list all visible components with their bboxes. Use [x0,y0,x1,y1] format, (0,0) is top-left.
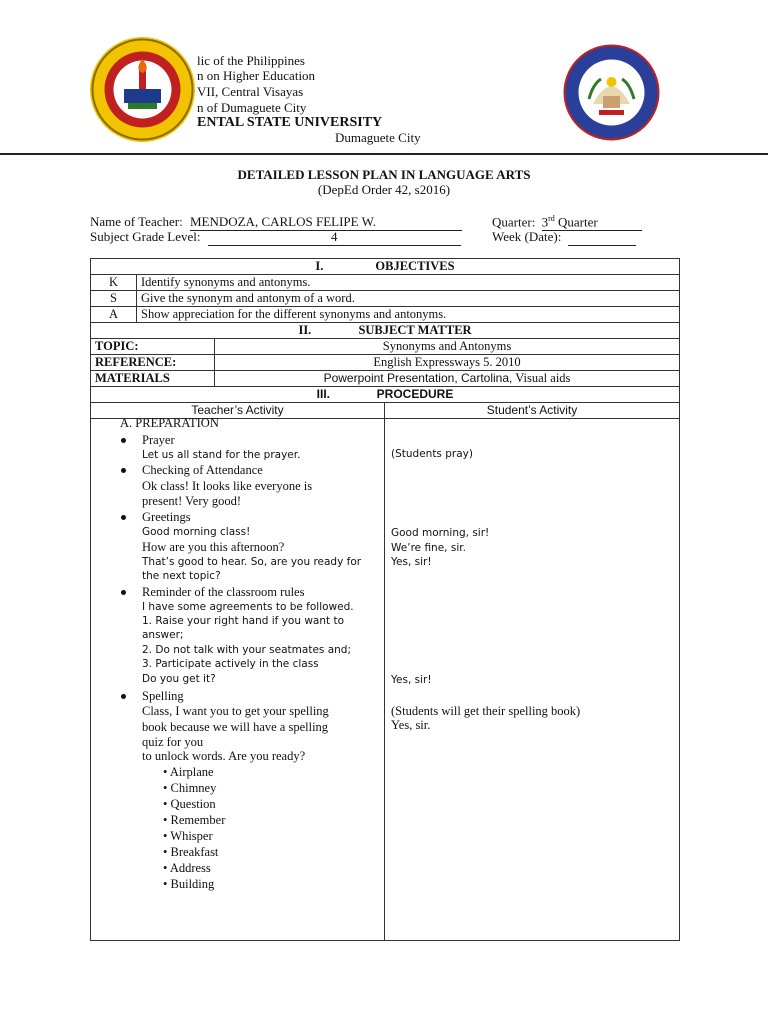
bullet-spelling [121,694,126,699]
week-value [568,229,636,246]
spelling-word-7: • Address [163,861,211,875]
student-response-pray: (Students pray) [391,448,473,460]
objective-text-k: Identify synonyms and antonyms. [137,275,680,291]
rules-line-3: answer; [142,629,184,641]
header-line-commission: n on Higher Education [197,68,316,83]
bullet-greetings [121,515,126,520]
student-response-yes: Yes, sir. [391,718,431,732]
objective-key-a: A [91,307,137,323]
student-activity-header: Student’s Activity [385,403,680,419]
spelling-word-1-text: Airplane [169,765,214,779]
quarter-superscript: rd [548,214,555,223]
subject-matter-number: II. [298,323,312,337]
greeting-line-1: Good morning class! [142,526,251,538]
spelling-word-8-text: Building [170,877,215,891]
spelling-word-5-text: Whisper [170,829,213,843]
division-seal-graphic [563,44,660,141]
item-greetings: Greetings [142,510,191,524]
spelling-line-4: to unlock words. Are you ready? [142,749,306,763]
spelling-line-2: book because we will have a spelling [142,720,329,734]
subject-matter-title: SUBJECT MATTER [358,323,472,337]
division-seal-logo [563,44,660,141]
procedure-title: PROCEDURE [376,387,454,401]
bullet-rules [121,590,126,595]
student-response-fine: We’re fine, sir. [391,542,466,554]
spelling-word-3: • Question [163,797,216,811]
week-label: Week (Date): [492,229,562,244]
spelling-line-1: Class, I want you to get your spelling [142,704,329,718]
attendance-line-1: Ok class! It looks like everyone is [142,479,313,493]
objective-text-a: Show appreciation for the different synonyms and antonyms. [137,307,680,323]
quarter-word: Quarter [557,214,598,230]
objectives-number: I. [315,259,324,273]
spelling-word-6: • Breakfast [163,845,219,859]
grade-value: 4 [208,229,461,246]
prayer-line: Let us all stand for the prayer. [142,449,301,461]
teacher-value: MENDOZA, CARLOS FELIPE W. [190,214,462,231]
header-line-region: VII, Central Visayas [197,84,304,99]
week-row [492,229,636,246]
spelling-word-3-text: Question [170,797,216,811]
nosu-seal-logo [90,37,195,142]
greeting-line-2: How are you this afternoon? [142,540,285,554]
rules-line-1: I have some agreements to be followed. [142,601,354,613]
nosu-seal-graphic [90,37,195,142]
topic-label: TOPIC: [91,339,215,355]
procedure-number: III. [316,387,330,401]
subject-matter-heading [91,323,680,339]
greeting-line-4: the next topic? [142,570,221,582]
spelling-word-5: • Whisper [163,829,213,843]
item-rules: Reminder of the classroom rules [142,585,305,599]
reference-value: English Expressways 5. 2010 [215,355,680,371]
materials-value-extra: Visual aids [515,371,571,385]
spelling-word-6-text: Breakfast [170,845,219,859]
greeting-line-3: That’s good to hear. So, are you ready for [142,556,362,568]
header-line-city: Dumaguete City [335,130,421,145]
preparation-heading: A. PREPARATION [120,416,219,430]
reference-label: REFERENCE: [91,355,215,371]
procedure-heading [91,387,680,403]
objective-key-k: K [91,275,137,291]
grade-row [90,229,461,246]
bullet-prayer [121,438,126,443]
rules-line-2: 1. Raise your right hand if you want to [142,615,344,627]
header-line-division: n of Dumaguete City [197,100,307,115]
student-response-greeting: Good morning, sir! [391,527,490,539]
spelling-word-1: • Airplane [163,765,214,779]
header-divider [0,153,768,155]
spelling-word-2: • Chimney [163,781,217,795]
student-response-book: (Students will get their spelling book) [391,704,581,718]
doc-subtitle: (DepEd Order 42, s2016) [317,182,451,197]
spelling-word-2-text: Chimney [170,781,217,795]
quarter-label: Quarter: [492,214,536,230]
student-response-rules: Yes, sir! [391,674,432,686]
spelling-word-8: • Building [163,877,215,891]
materials-label: MATERIALS [91,371,215,387]
rules-line-4: 2. Do not talk with your seatmates and; [142,644,352,656]
materials-value-main: Powerpoint Presentation, Cartolina, [323,371,513,385]
objective-text-s: Give the synonym and antonym of a word. [137,291,680,307]
student-response-ready: Yes, sir! [391,556,432,568]
materials-value [215,371,680,387]
teacher-label: Name of Teacher: [90,214,183,229]
header-line-republic: lic of the Philippines [197,53,305,68]
rules-line-5: 3. Participate actively in the class [142,658,319,670]
spelling-line-3: quiz for you [142,735,204,749]
bullet-attendance [121,468,126,473]
objective-key-s: S [91,291,137,307]
objectives-heading [91,259,680,275]
rules-line-6: Do you get it? [142,673,216,685]
item-prayer: Prayer [142,433,175,447]
quarter-number: 3 [541,214,549,230]
teacher-activity-header: Teacher’s Activity [91,403,385,419]
attendance-line-2: present! Very good! [142,494,242,508]
header-line-university: ENTAL STATE UNIVERSITY [197,115,383,130]
item-attendance: Checking of Attendance [142,463,263,477]
item-spelling: Spelling [142,689,184,703]
doc-title: DETAILED LESSON PLAN IN LANGUAGE ARTS [237,167,531,182]
spelling-word-7-text: Address [169,861,211,875]
objectives-title: OBJECTIVES [375,259,455,273]
grade-label: Subject Grade Level: [90,229,201,244]
topic-value: Synonyms and Antonyms [215,339,680,355]
spelling-word-4-text: Remember [170,813,226,827]
spelling-word-4: • Remember [163,813,226,827]
